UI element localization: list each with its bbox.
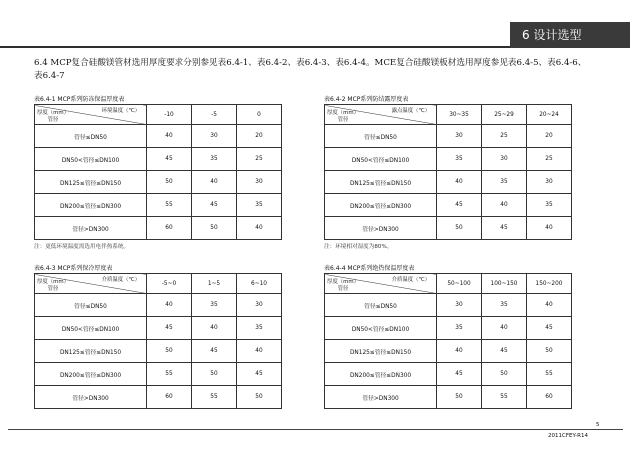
thickness-value: 45: [147, 317, 192, 340]
column-header: 100~150: [482, 274, 527, 294]
table-row: [325, 171, 572, 194]
corner-row-label: 厚度（mm） 管径: [327, 110, 360, 123]
thickness-value: 55: [527, 363, 572, 386]
thickness-table: [34, 273, 282, 409]
thickness-value: 30: [437, 125, 482, 148]
thickness-value: 40: [437, 340, 482, 363]
thickness-value: 45: [147, 148, 192, 171]
thickness-value: 45: [482, 340, 527, 363]
table-row: [35, 317, 282, 340]
thickness-value: 40: [237, 217, 282, 240]
corner-cell: [325, 274, 437, 294]
corner-row-label: 厚度（mm） 管径: [37, 279, 70, 292]
row-label: DN200≤管径≤DN300: [35, 194, 147, 217]
row-label: 管径≤DN50: [35, 294, 147, 317]
thickness-value: 50: [192, 217, 237, 240]
thickness-table: [34, 104, 282, 240]
table-row: [325, 217, 572, 240]
table-caption: 表6.4-1 MCP系列防冻保温厚度表: [34, 96, 125, 103]
corner-column-label: 露点温度（℃）: [391, 108, 430, 114]
thickness-value: 60: [147, 217, 192, 240]
thickness-value: 30: [527, 171, 572, 194]
column-header: 25~29: [482, 105, 527, 125]
table-header-row: [325, 105, 572, 125]
table-note: 注：更低环境温度需选用电伴热系统。: [34, 244, 130, 250]
thickness-value: 35: [237, 317, 282, 340]
thickness-value: 45: [237, 363, 282, 386]
row-label: DN50<管径≤DN100: [35, 317, 147, 340]
thickness-value: 35: [437, 148, 482, 171]
thickness-value: 40: [437, 171, 482, 194]
thickness-value: 35: [437, 317, 482, 340]
thickness-value: 25: [527, 148, 572, 171]
table-row: [35, 294, 282, 317]
intro-paragraph: 6.4 MCP复合硅酸镁管材选用厚度要求分别参见表6.4-1、表6.4-2、表6.4-3、表6.4-4。MCE复合硅酸镁板材选用厚度参见表6.4-5、表6.4-6、表6.4-7: [34, 58, 587, 81]
thickness-value: 50: [147, 340, 192, 363]
row-label: 管径≤DN50: [325, 294, 437, 317]
thickness-value: 35: [192, 148, 237, 171]
table-row: [325, 340, 572, 363]
corner-cell: [35, 274, 147, 294]
column-header: -10: [147, 105, 192, 125]
table-row: [325, 148, 572, 171]
thickness-value: 40: [192, 171, 237, 194]
table-row: [325, 363, 572, 386]
thickness-value: 45: [437, 363, 482, 386]
table-note: 注：环境相对湿度为80%。: [324, 244, 393, 250]
thickness-value: 25: [482, 125, 527, 148]
corner-row-label: 厚度（mm） 管径: [327, 279, 360, 292]
corner-column-label: 环境温度（℃）: [101, 108, 140, 114]
column-header: -5: [192, 105, 237, 125]
column-header: 0: [237, 105, 282, 125]
thickness-value: 60: [527, 386, 572, 409]
thickness-value: 35: [527, 194, 572, 217]
thickness-value: 40: [527, 217, 572, 240]
corner-row-label: 厚度（mm） 管径: [37, 110, 70, 123]
thickness-value: 50: [527, 340, 572, 363]
thickness-value: 40: [482, 194, 527, 217]
row-label: DN125≤管径≤DN150: [35, 171, 147, 194]
row-label: 管径≤DN50: [35, 125, 147, 148]
row-label: 管径≤DN50: [325, 125, 437, 148]
row-label: DN200≤管径≤DN300: [325, 194, 437, 217]
row-label: DN50<管径≤DN100: [35, 148, 147, 171]
table-row: [325, 194, 572, 217]
row-label: 管径>DN300: [35, 217, 147, 240]
thickness-value: 55: [192, 386, 237, 409]
thickness-value: 40: [237, 340, 282, 363]
column-header: 1~5: [192, 274, 237, 294]
thickness-value: 55: [482, 386, 527, 409]
thickness-value: 40: [482, 317, 527, 340]
table-row: [35, 363, 282, 386]
corner-column-label: 介质温度（℃）: [101, 277, 140, 283]
column-header: 150~200: [527, 274, 572, 294]
table-row: [325, 125, 572, 148]
row-label: 管径>DN300: [325, 217, 437, 240]
footer-rule: [8, 429, 623, 430]
table-row: [35, 125, 282, 148]
thickness-value: 60: [147, 386, 192, 409]
column-header: 6~10: [237, 274, 282, 294]
row-label: 管径>DN300: [325, 386, 437, 409]
table-row: [35, 386, 282, 409]
thickness-value: 30: [437, 294, 482, 317]
table-row: [325, 386, 572, 409]
row-label: DN125≤管径≤DN150: [325, 171, 437, 194]
column-header: 50~100: [437, 274, 482, 294]
thickness-value: 45: [437, 194, 482, 217]
thickness-value: 40: [527, 294, 572, 317]
table-caption: 表6.4-2 MCP系列防结露厚度表: [324, 96, 409, 103]
thickness-table: [324, 104, 572, 240]
thickness-value: 45: [482, 217, 527, 240]
row-label: 管径>DN300: [35, 386, 147, 409]
table-header-row: [35, 274, 282, 294]
thickness-value: 35: [237, 194, 282, 217]
corner-cell: [325, 105, 437, 125]
row-label: DN125≤管径≤DN150: [325, 340, 437, 363]
thickness-value: 35: [482, 294, 527, 317]
document-code: 2011CFEY-R14: [548, 433, 588, 439]
thickness-table: [324, 273, 572, 409]
thickness-value: 45: [527, 317, 572, 340]
thickness-value: 50: [237, 386, 282, 409]
thickness-value: 50: [147, 171, 192, 194]
thickness-value: 50: [482, 363, 527, 386]
column-header: 20~24: [527, 105, 572, 125]
corner-cell: [35, 105, 147, 125]
table-row: [325, 317, 572, 340]
thickness-value: 30: [482, 148, 527, 171]
thickness-value: 35: [192, 294, 237, 317]
table-row: [35, 194, 282, 217]
thickness-value: 55: [147, 194, 192, 217]
table-caption: 表6.4-4 MCP系列绝热保温厚度表: [324, 265, 415, 272]
thickness-value: 45: [192, 194, 237, 217]
column-header: -5~0: [147, 274, 192, 294]
thickness-value: 55: [147, 363, 192, 386]
page-number: 5: [596, 422, 600, 428]
thickness-value: 30: [237, 294, 282, 317]
table-header-row: [35, 105, 282, 125]
table-row: [35, 171, 282, 194]
row-label: DN50<管径≤DN100: [325, 317, 437, 340]
thickness-value: 30: [192, 125, 237, 148]
table-row: [325, 294, 572, 317]
thickness-value: 25: [237, 148, 282, 171]
row-label: DN125≤管径≤DN150: [35, 340, 147, 363]
column-header: 30~35: [437, 105, 482, 125]
thickness-value: 40: [147, 125, 192, 148]
chapter-title: 6 设计选型: [510, 22, 630, 48]
table-row: [35, 340, 282, 363]
table-caption: 表6.4-3 MCP系列保冷厚度表: [34, 265, 113, 272]
thickness-value: 50: [437, 217, 482, 240]
row-label: DN50<管径≤DN100: [325, 148, 437, 171]
thickness-value: 50: [192, 363, 237, 386]
thickness-value: 35: [482, 171, 527, 194]
thickness-value: 20: [527, 125, 572, 148]
thickness-value: 40: [192, 317, 237, 340]
table-row: [35, 217, 282, 240]
thickness-value: 20: [237, 125, 282, 148]
thickness-value: 50: [437, 386, 482, 409]
thickness-value: 45: [192, 340, 237, 363]
row-label: DN200≤管径≤DN300: [35, 363, 147, 386]
row-label: DN200≤管径≤DN300: [325, 363, 437, 386]
thickness-value: 30: [237, 171, 282, 194]
table-header-row: [325, 274, 572, 294]
thickness-value: 40: [147, 294, 192, 317]
table-row: [35, 148, 282, 171]
corner-column-label: 介质温度（℃）: [391, 277, 430, 283]
